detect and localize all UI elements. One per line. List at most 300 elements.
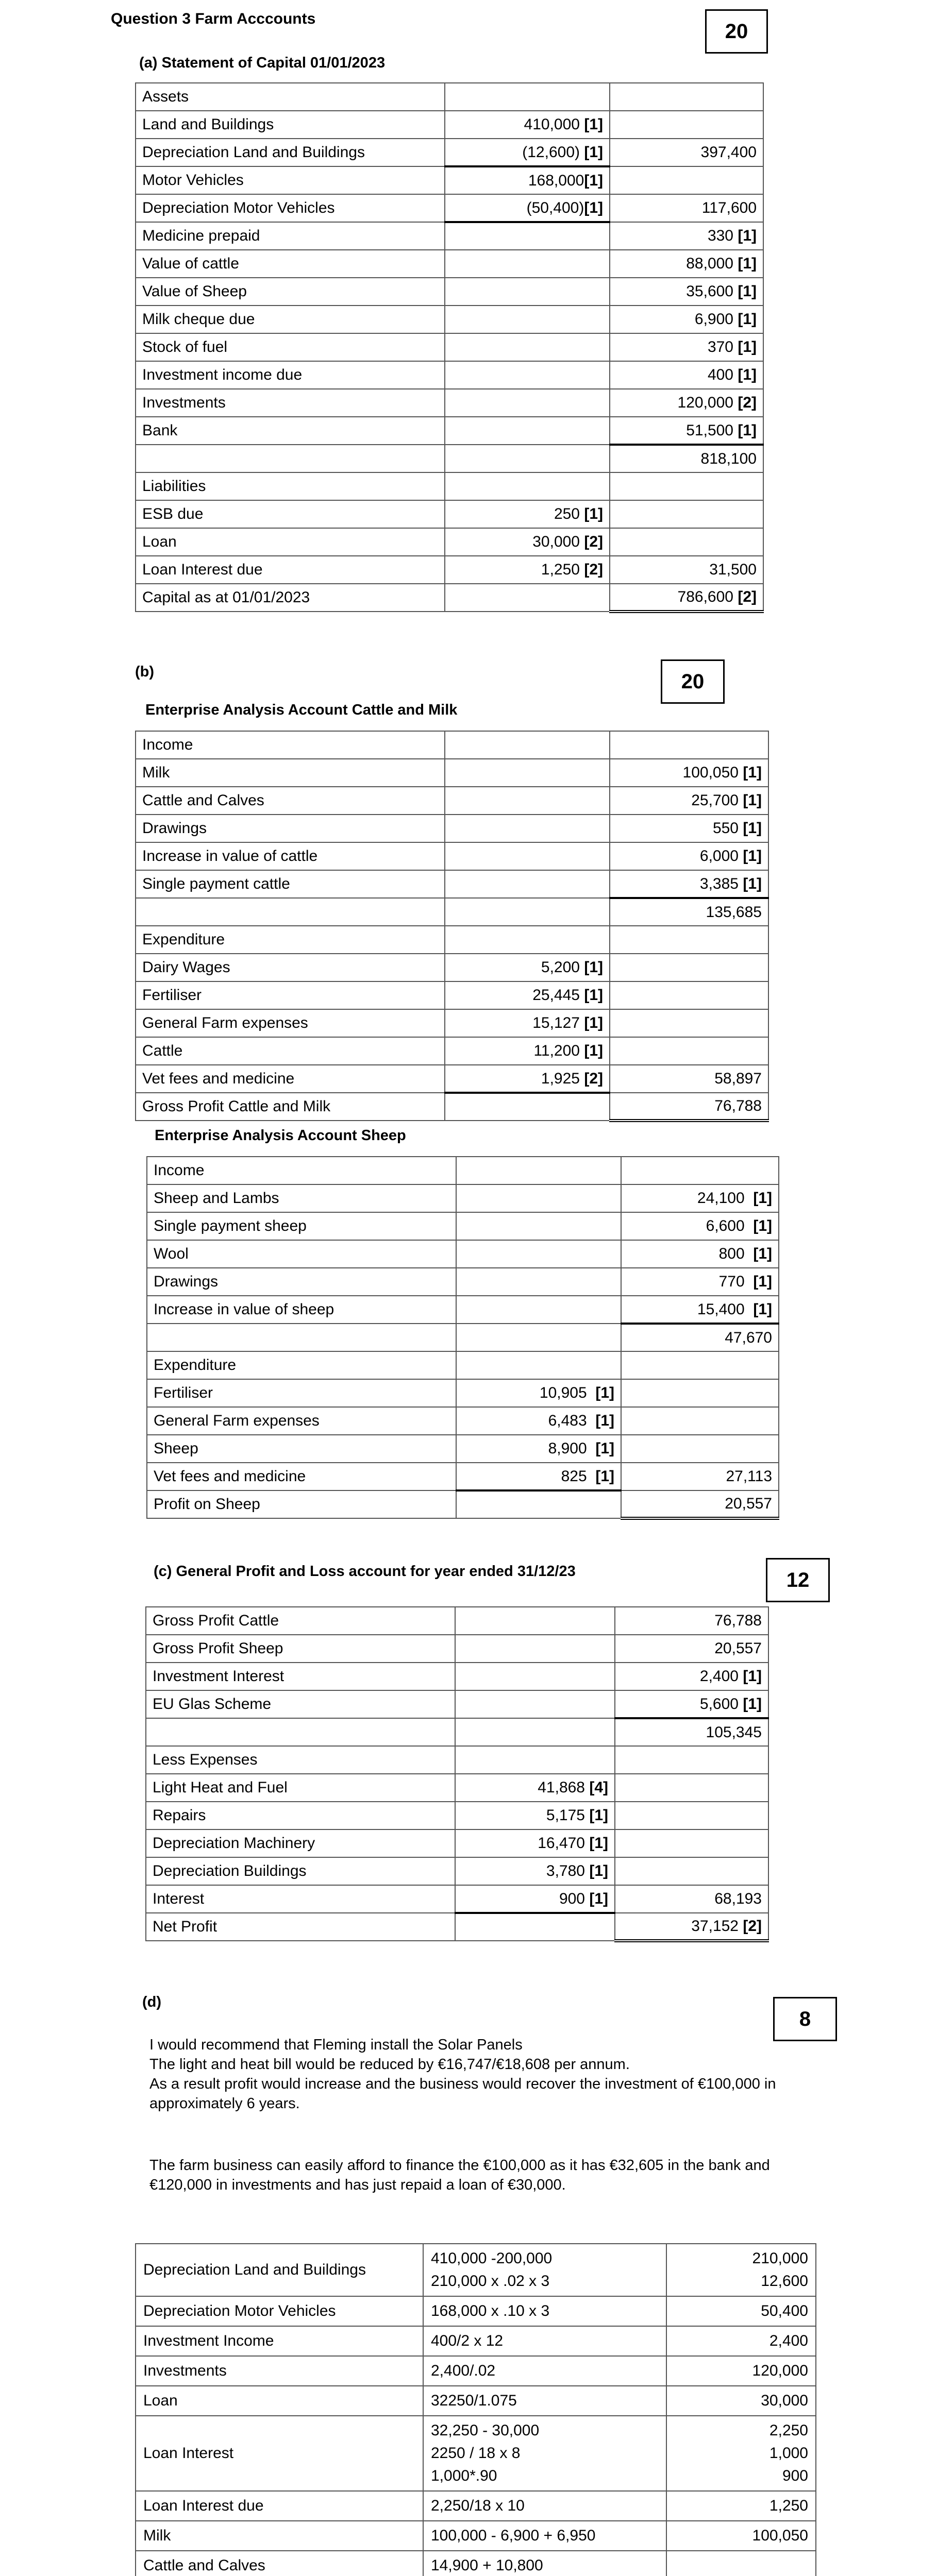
detail-amount-cell — [456, 1240, 621, 1268]
working-row — [136, 2551, 816, 2576]
detail-amount-cell — [445, 981, 610, 1009]
row-label: Vet fees and medicine — [147, 1463, 456, 1490]
table-row — [136, 83, 763, 111]
amount-value: 15,127 — [532, 1014, 584, 1031]
table-row — [147, 1351, 779, 1379]
para1-line: I would recommend that Fleming install the Solar Panels — [149, 2037, 523, 2053]
mark-allocation: [1] — [738, 338, 757, 355]
detail-amount-cell — [445, 1093, 610, 1121]
table-row — [147, 1490, 779, 1518]
total-amount-cell — [610, 417, 763, 445]
amount-value: 1,925 — [541, 1070, 584, 1087]
detail-amount-cell — [445, 898, 610, 926]
detail-amount-cell — [455, 1690, 615, 1718]
total-amount-cell — [621, 1407, 779, 1435]
detail-amount-cell — [456, 1212, 621, 1240]
detail-amount-cell — [445, 139, 610, 166]
working-result-line: 30,000 — [761, 2392, 808, 2409]
row-label: Sheep and Lambs — [147, 1184, 456, 1212]
amount-value: 105,345 — [706, 1723, 762, 1741]
total-amount-cell — [610, 389, 763, 417]
working-row — [136, 2244, 816, 2296]
working-result — [666, 2356, 816, 2386]
total-amount-cell — [610, 278, 763, 306]
total-amount-cell — [610, 1065, 768, 1093]
row-label: Repairs — [146, 1802, 455, 1829]
table-row — [136, 222, 763, 250]
working-label — [136, 2386, 423, 2416]
row-label: Depreciation Land and Buildings — [136, 139, 445, 166]
detail-amount-cell — [445, 731, 610, 759]
working-calculation-line: 410,000 -200,000 — [431, 2250, 553, 2267]
amount-value: 30,000 — [532, 533, 584, 550]
mark-allocation: [1] — [738, 366, 757, 383]
table-row — [146, 1829, 768, 1857]
amount-value: 2,400 — [699, 1668, 743, 1685]
marks-box-c: 12 — [766, 1558, 830, 1602]
total-amount-cell — [610, 898, 768, 926]
working-calculation — [423, 2521, 666, 2551]
table-row — [136, 954, 768, 981]
row-label: Capital as at 01/01/2023 — [136, 584, 445, 612]
total-amount-cell — [610, 842, 768, 870]
amount-value: 410,000 — [524, 116, 584, 133]
para2-line: The farm business can easily afford to finance the €100,000 as it has €32,605 in the bank and — [149, 2157, 770, 2174]
table-row — [147, 1157, 779, 1184]
marks-box-a: 20 — [705, 9, 768, 54]
row-label — [146, 1718, 455, 1746]
mark-allocation: [1] — [753, 1190, 772, 1207]
row-label: General Farm expenses — [147, 1407, 456, 1435]
detail-amount-cell — [455, 1718, 615, 1746]
mark-allocation: [1] — [743, 875, 762, 892]
detail-amount-cell — [445, 500, 610, 528]
total-amount-cell — [621, 1212, 779, 1240]
table-row — [136, 870, 768, 898]
table-row — [136, 731, 768, 759]
detail-amount-cell — [455, 1746, 615, 1774]
para2-line: €120,000 in investments and has just repaid a loan of €30,000. — [149, 2177, 566, 2193]
amount-value: 1,250 — [541, 561, 584, 578]
table-row — [147, 1435, 779, 1463]
total-amount-cell — [610, 333, 763, 361]
mark-allocation: [1] — [738, 283, 757, 300]
table-row — [136, 361, 763, 389]
row-label: Value of Sheep — [136, 278, 445, 306]
total-amount-cell — [621, 1268, 779, 1296]
working-result-line — [674, 2554, 808, 2576]
amount-value: 37,152 — [691, 1918, 743, 1935]
row-label: Investment Interest — [146, 1663, 455, 1690]
detail-amount-cell — [456, 1157, 621, 1184]
working-result-line: 900 — [782, 2467, 808, 2484]
row-label: Wool — [147, 1240, 456, 1268]
row-label: Depreciation Motor Vehicles — [136, 194, 445, 222]
row-label: Motor Vehicles — [136, 166, 445, 194]
working-result-line: 100,050 — [752, 2527, 808, 2544]
mark-allocation: [1] — [743, 1668, 762, 1685]
table-row — [147, 1463, 779, 1490]
total-amount-cell — [610, 787, 768, 815]
amount-value: 20,557 — [725, 1495, 772, 1512]
total-amount-cell — [610, 759, 768, 787]
mark-allocation: [1] — [753, 1273, 772, 1290]
working-result — [666, 2491, 816, 2521]
amount-value: 168,000 — [528, 172, 584, 189]
detail-amount-cell — [445, 417, 610, 445]
row-label: Milk cheque due — [136, 306, 445, 333]
detail-amount-cell — [445, 250, 610, 278]
working-calculation — [423, 2551, 666, 2576]
total-amount-cell — [610, 528, 763, 556]
working-calculation — [423, 2356, 666, 2386]
row-label: Investment income due — [136, 361, 445, 389]
amount-value: 15,400 — [697, 1300, 754, 1318]
amount-value: 117,600 — [701, 199, 757, 216]
part-a-heading: (a) Statement of Capital 01/01/2023 — [139, 55, 386, 71]
mark-allocation: [1] — [595, 1384, 614, 1401]
part-b-label: (b) — [135, 664, 155, 680]
row-label: ESB due — [136, 500, 445, 528]
working-label-line: Loan Interest due — [143, 2497, 264, 2514]
total-amount-cell — [610, 194, 763, 222]
table-row — [147, 1407, 779, 1435]
total-amount-cell — [610, 926, 768, 954]
part-d-label: (d) — [142, 1994, 162, 2010]
row-label: Dairy Wages — [136, 954, 445, 981]
amount-value: 8,900 — [548, 1440, 596, 1457]
table-row — [146, 1607, 768, 1635]
amount-value: 800 — [718, 1245, 754, 1262]
amount-value: 330 — [707, 227, 738, 244]
table-row — [147, 1240, 779, 1268]
total-amount-cell — [610, 361, 763, 389]
amount-value: 76,788 — [714, 1097, 762, 1114]
para1-line: approximately 6 years. — [149, 2095, 300, 2112]
mark-allocation: [1] — [753, 1217, 772, 1234]
working-calculation-line: 1,000*.90 — [431, 2467, 497, 2484]
working-row — [136, 2296, 816, 2326]
amount-value: 27,113 — [726, 1468, 772, 1485]
detail-amount-cell — [456, 1296, 621, 1324]
row-label: Assets — [136, 83, 445, 111]
amount-value: 135,685 — [706, 903, 762, 921]
total-amount-cell — [610, 1093, 768, 1121]
mark-allocation: [1] — [584, 199, 603, 216]
working-result-line: 120,000 — [752, 2362, 808, 2379]
detail-amount-cell — [445, 306, 610, 333]
table-row — [136, 1037, 768, 1065]
mark-allocation: [2] — [584, 1070, 603, 1087]
working-calculation-line: 168,000 x .10 x 3 — [431, 2302, 550, 2319]
total-amount-cell — [610, 83, 763, 111]
amount-value: 5,175 — [546, 1807, 590, 1824]
amount-value: 68,193 — [714, 1890, 762, 1907]
amount-value: 3,780 — [546, 1862, 590, 1879]
page-title: Question 3 Farm Acccounts — [111, 10, 316, 27]
working-result — [666, 2551, 816, 2576]
working-row — [136, 2491, 816, 2521]
amount-value: 3,385 — [699, 875, 743, 892]
mark-allocation: [1] — [595, 1440, 614, 1457]
table-row — [136, 981, 768, 1009]
detail-amount-cell — [445, 528, 610, 556]
amount-value: 786,600 — [677, 588, 738, 605]
total-amount-cell — [610, 250, 763, 278]
amount-value: (50,400) — [526, 199, 584, 216]
mark-allocation: [1] — [589, 1890, 608, 1907]
working-result-line: 2,250 — [769, 2422, 808, 2439]
working-label — [136, 2326, 423, 2356]
detail-amount-cell — [445, 815, 610, 842]
total-amount-cell — [610, 556, 763, 584]
working-row — [136, 2356, 816, 2386]
working-calculation-line: 2,400/.02 — [431, 2362, 496, 2379]
sheep-account-heading: Enterprise Analysis Account Sheep — [155, 1127, 406, 1144]
amount-value: 5,600 — [699, 1695, 743, 1713]
mark-allocation: [1] — [753, 1300, 772, 1318]
row-label: Stock of fuel — [136, 333, 445, 361]
total-amount-cell — [610, 166, 763, 194]
para1-line: As a result profit would increase and the business would recover the investment of €100,000 in — [149, 2076, 776, 2092]
row-label: Income — [147, 1157, 456, 1184]
total-amount-cell — [615, 1718, 768, 1746]
table-row — [136, 472, 763, 500]
detail-amount-cell — [456, 1463, 621, 1490]
working-label — [136, 2244, 423, 2296]
row-label: Single payment cattle — [136, 870, 445, 898]
mark-allocation: [2] — [584, 561, 603, 578]
mark-allocation: [2] — [738, 394, 757, 411]
amount-value: 100,050 — [682, 764, 743, 781]
table-row — [136, 139, 763, 166]
detail-amount-cell — [445, 870, 610, 898]
amount-value: 400 — [707, 366, 738, 383]
working-label — [136, 2521, 423, 2551]
working-calculation-line: 32,250 - 30,000 — [431, 2422, 540, 2439]
total-amount-cell — [610, 1009, 768, 1037]
table-row — [147, 1324, 779, 1351]
total-amount-cell — [610, 445, 763, 472]
working-label-line: Depreciation Land and Buildings — [143, 2261, 366, 2278]
total-amount-cell — [610, 222, 763, 250]
table-row — [136, 278, 763, 306]
row-label: Loan Interest due — [136, 556, 445, 584]
mark-allocation: [1] — [589, 1862, 608, 1879]
table-row — [136, 1093, 768, 1121]
table-row — [136, 306, 763, 333]
table-row — [136, 584, 763, 612]
working-calculation — [423, 2326, 666, 2356]
working-label — [136, 2551, 423, 2576]
row-label — [136, 445, 445, 472]
sheep-account-table — [146, 1156, 779, 1520]
mark-allocation: [1] — [738, 311, 757, 328]
mark-allocation: [4] — [589, 1779, 608, 1796]
detail-amount-cell — [445, 954, 610, 981]
total-amount-cell — [610, 111, 763, 139]
table-row — [146, 1802, 768, 1829]
mark-allocation: [1] — [738, 255, 757, 272]
amount-value: 10,905 — [539, 1384, 596, 1401]
detail-amount-cell — [445, 556, 610, 584]
row-label — [136, 898, 445, 926]
row-label: Cattle and Calves — [136, 787, 445, 815]
mark-allocation: [1] — [595, 1467, 614, 1485]
part-c-heading: (c) General Profit and Loss account for year ended 31/12/23 — [154, 1563, 576, 1580]
working-label-line: Investments — [143, 2362, 227, 2379]
total-amount-cell — [621, 1435, 779, 1463]
row-label: Land and Buildings — [136, 111, 445, 139]
row-label: Drawings — [147, 1268, 456, 1296]
amount-value: 120,000 — [677, 394, 738, 411]
mark-allocation: [1] — [584, 172, 603, 189]
table-row — [136, 556, 763, 584]
table-row — [147, 1268, 779, 1296]
amount-value: 6,483 — [548, 1412, 596, 1429]
amount-value: 818,100 — [700, 450, 757, 467]
total-amount-cell — [610, 584, 763, 612]
amount-value: 250 — [554, 505, 584, 522]
detail-amount-cell — [445, 333, 610, 361]
row-label: Loan — [136, 528, 445, 556]
para1-line: The light and heat bill would be reduced by €16,747/€18,608 per annum. — [149, 2056, 630, 2073]
working-result — [666, 2296, 816, 2326]
detail-amount-cell — [456, 1324, 621, 1351]
amount-value: 41,868 — [538, 1779, 590, 1796]
working-label-line: Loan — [143, 2392, 178, 2409]
table-row — [147, 1296, 779, 1324]
working-calculation — [423, 2296, 666, 2326]
mark-allocation: [1] — [595, 1412, 614, 1429]
working-calculation-line: 400/2 x 12 — [431, 2332, 504, 2349]
amount-value: (12,600) — [522, 143, 584, 161]
recommendation-paragraph-1 — [149, 2035, 840, 2113]
detail-amount-cell — [445, 166, 610, 194]
row-label: Value of cattle — [136, 250, 445, 278]
mark-allocation: [2] — [743, 1918, 762, 1935]
mark-allocation: [1] — [584, 116, 603, 133]
working-result — [666, 2326, 816, 2356]
row-label: Net Profit — [146, 1913, 455, 1941]
table-row — [146, 1663, 768, 1690]
total-amount-cell — [610, 139, 763, 166]
table-row — [146, 1774, 768, 1802]
working-result — [666, 2416, 816, 2491]
amount-value: 24,100 — [697, 1190, 754, 1207]
row-label: Fertiliser — [147, 1379, 456, 1407]
working-calculation-line: 2250 / 18 x 8 — [431, 2445, 521, 2462]
detail-amount-cell — [455, 1829, 615, 1857]
working-label-line: Milk — [143, 2527, 171, 2544]
row-label: Investments — [136, 389, 445, 417]
mark-allocation: [1] — [584, 959, 603, 976]
working-result-line: 2,400 — [769, 2332, 808, 2349]
marks-box-d: 8 — [773, 1997, 837, 2041]
table-row — [146, 1635, 768, 1663]
total-amount-cell — [615, 1663, 768, 1690]
row-label: Medicine prepaid — [136, 222, 445, 250]
amount-value: 900 — [559, 1890, 590, 1907]
row-label: Increase in value of sheep — [147, 1296, 456, 1324]
amount-value: 20,557 — [714, 1640, 762, 1657]
mark-allocation: [1] — [589, 1807, 608, 1824]
amount-value: 11,200 — [533, 1042, 584, 1059]
table-row — [136, 445, 763, 472]
row-label: Gross Profit Sheep — [146, 1635, 455, 1663]
total-amount-cell — [610, 815, 768, 842]
row-label: General Farm expenses — [136, 1009, 445, 1037]
table-row — [136, 842, 768, 870]
detail-amount-cell — [456, 1351, 621, 1379]
working-calculation — [423, 2386, 666, 2416]
row-label: Gross Profit Cattle and Milk — [136, 1093, 445, 1121]
working-label — [136, 2491, 423, 2521]
table-row — [136, 787, 768, 815]
mark-allocation: [1] — [738, 227, 757, 244]
working-label-line: Depreciation Motor Vehicles — [143, 2302, 336, 2319]
amount-value: 31,500 — [709, 561, 757, 578]
working-calculation — [423, 2244, 666, 2296]
mark-allocation: [1] — [584, 1042, 603, 1059]
working-calculation-line: 32250/1.075 — [431, 2392, 517, 2409]
detail-amount-cell — [445, 111, 610, 139]
row-label: Bank — [136, 417, 445, 445]
row-label: Profit on Sheep — [147, 1490, 456, 1518]
row-label: Cattle — [136, 1037, 445, 1065]
workings-table — [135, 2243, 816, 2576]
detail-amount-cell — [456, 1407, 621, 1435]
amount-value: 16,470 — [538, 1835, 590, 1852]
detail-amount-cell — [456, 1490, 621, 1518]
amount-value: 770 — [718, 1273, 754, 1290]
total-amount-cell — [615, 1885, 768, 1913]
amount-value: 51,500 — [686, 421, 738, 439]
row-label: Vet fees and medicine — [136, 1065, 445, 1093]
detail-amount-cell — [445, 584, 610, 612]
working-result-line: 210,000 — [752, 2250, 808, 2267]
mark-allocation: [1] — [584, 1014, 603, 1031]
working-calculation-line: 2,250/18 x 10 — [431, 2497, 525, 2514]
detail-amount-cell — [455, 1635, 615, 1663]
working-result-line: 1,000 — [769, 2445, 808, 2462]
table-row — [136, 815, 768, 842]
mark-allocation: [1] — [584, 987, 603, 1004]
detail-amount-cell — [445, 389, 610, 417]
working-label-line: Loan Interest — [143, 2445, 234, 2462]
detail-amount-cell — [445, 1065, 610, 1093]
statement-of-capital-table — [135, 82, 764, 613]
working-calculation — [423, 2491, 666, 2521]
total-amount-cell — [621, 1324, 779, 1351]
detail-amount-cell — [455, 1802, 615, 1829]
amount-value: 88,000 — [686, 255, 738, 272]
amount-value: 35,600 — [686, 283, 738, 300]
working-result-line: 50,400 — [761, 2302, 808, 2319]
working-result-line: 12,600 — [761, 2273, 808, 2290]
table-row — [136, 166, 763, 194]
working-result-line: 1,250 — [769, 2497, 808, 2514]
table-row — [136, 926, 768, 954]
working-calculation — [423, 2416, 666, 2491]
table-row — [136, 194, 763, 222]
amount-value: 6,600 — [706, 1217, 754, 1234]
working-label-line: Cattle and Calves — [143, 2557, 265, 2574]
row-label: EU Glas Scheme — [146, 1690, 455, 1718]
table-row — [147, 1379, 779, 1407]
total-amount-cell — [621, 1379, 779, 1407]
row-label: Milk — [136, 759, 445, 787]
